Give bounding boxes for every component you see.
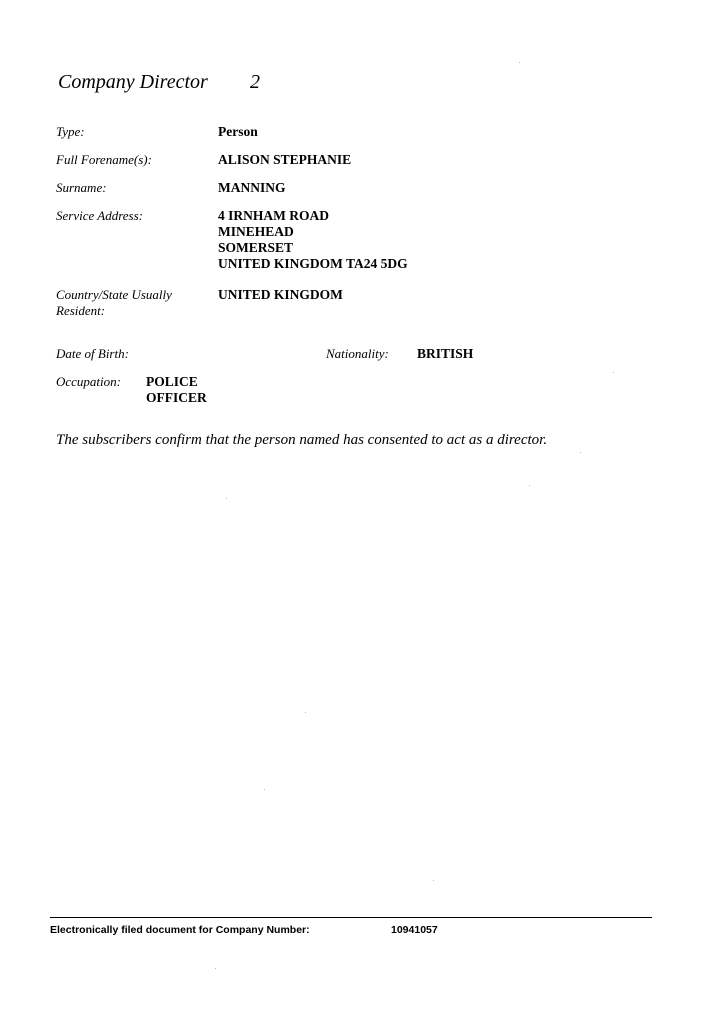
occupation-line: OFFICER — [146, 390, 207, 405]
service-address-label: Service Address: — [56, 208, 144, 223]
occupation-line: POLICE — [146, 374, 198, 389]
consent-statement: The subscribers confirm that the person named has consented to act as a director. — [56, 432, 548, 448]
residence-label — [56, 287, 172, 319]
scan-speck — [264, 789, 265, 790]
footer-label: Electronically filed document for Company Number: — [50, 924, 310, 936]
surname-label: Surname: — [56, 180, 107, 195]
scan-speck — [519, 62, 520, 63]
scan-speck — [580, 452, 581, 453]
occupation-label: Occupation: — [56, 374, 121, 389]
service-address-block — [218, 208, 408, 272]
forename-label: Full Forename(s): — [56, 152, 152, 167]
address-line: MINEHEAD — [218, 224, 294, 239]
address-line: 4 IRNHAM ROAD — [218, 208, 329, 223]
nationality-value: BRITISH — [417, 346, 474, 361]
address-line: SOMERSET — [218, 240, 294, 255]
scan-speck — [433, 880, 434, 881]
scan-speck — [305, 712, 306, 713]
forename-value: ALISON STEPHANIE — [218, 152, 352, 167]
section-number: 2 — [250, 71, 260, 93]
footer-divider — [50, 917, 652, 918]
occupation-value — [146, 374, 207, 406]
address-line: UNITED KINGDOM TA24 5DG — [218, 256, 408, 271]
residence-label-line: Country/State Usually — [56, 287, 172, 302]
company-number: 10941057 — [391, 924, 438, 936]
type-label: Type: — [56, 124, 85, 139]
scan-speck — [613, 372, 614, 373]
scan-speck — [529, 485, 530, 486]
scan-speck — [226, 498, 227, 499]
dob-label: Date of Birth: — [56, 346, 129, 361]
surname-value: MANNING — [218, 180, 286, 195]
section-title: Company Director — [58, 71, 208, 93]
nationality-label: Nationality: — [326, 346, 389, 361]
residence-label-line: Resident: — [56, 303, 106, 318]
residence-value: UNITED KINGDOM — [218, 287, 343, 302]
type-value: Person — [218, 124, 258, 139]
scan-speck — [215, 968, 216, 969]
